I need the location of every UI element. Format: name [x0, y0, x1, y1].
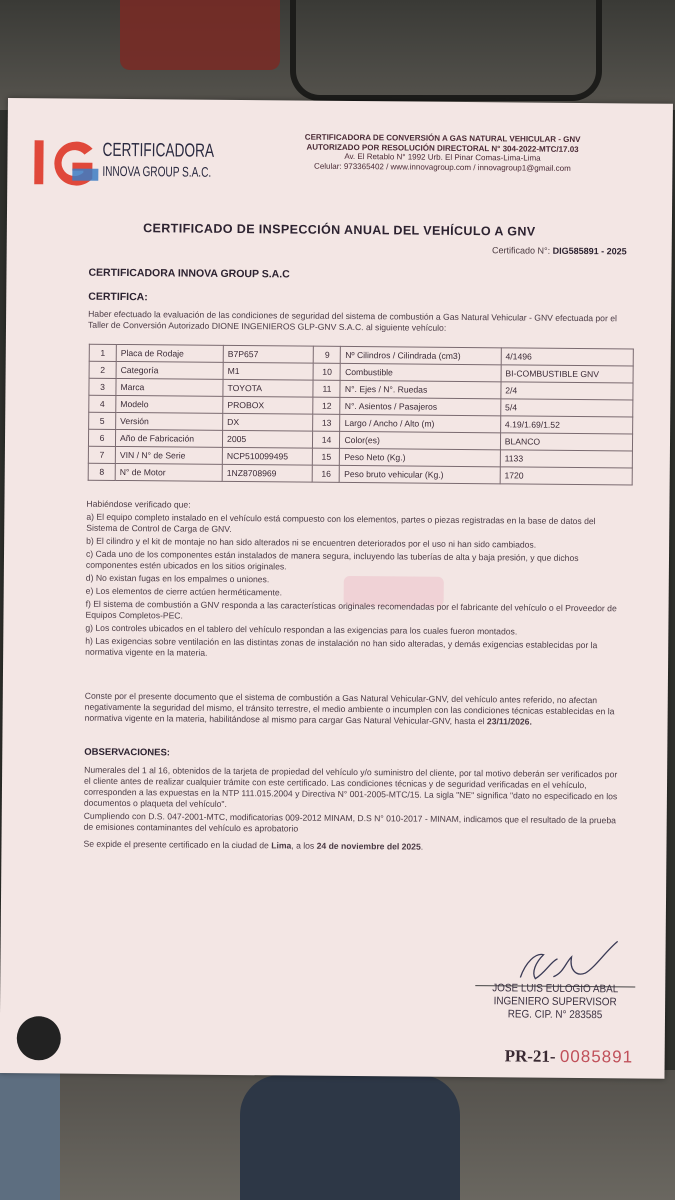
logo-brand-text: CERTIFICADORA	[102, 139, 215, 162]
verification-item: g) Los controles ubicados en el tablero del vehículo respondan a las exigencias para los cuales fueron montados.	[85, 622, 518, 637]
table-cell-v2: 4/1496	[501, 348, 633, 366]
header-line-2: AUTORIZADO POR RESOLUCIÓN DIRECTORAL N° 304-2022-MTC/17.03	[306, 142, 579, 154]
issue-date: 24 de noviembre del 2025	[316, 840, 421, 852]
table-cell-n1: 4	[89, 395, 116, 412]
table-cell-v2: BI-COMBUSTIBLE GNV	[501, 365, 633, 383]
table-cell-n2: 15	[313, 448, 340, 465]
table-cell-v2: BLANCO	[500, 433, 632, 451]
header-line-1: CERTIFICADORA DE CONVERSIÓN A GAS NATURAL VEHICULAR - GNV	[304, 132, 581, 144]
table-cell-l2: N°. Asientos / Pasajeros	[340, 397, 500, 415]
serial-number	[505, 1046, 634, 1067]
table-cell-v2: 4.19/1.69/1.52	[500, 416, 632, 434]
cert-number-label: Certificado N°:	[491, 245, 551, 256]
certificate-paper	[0, 98, 673, 1079]
table-cell-n1: 8	[88, 463, 115, 480]
background-dark-frame	[290, 0, 602, 101]
conste-paragraph	[85, 691, 625, 729]
table-cell-v1: 1NZ8708969	[222, 464, 313, 482]
table-cell-n1: 1	[89, 344, 116, 361]
table-cell-l1: Año de Fabricación	[115, 429, 222, 447]
verification-item: a) El equipo completo instalado en el vehículo está compuesto con los elementos, partes o piezas registradas en la base de datos del Sistema de Control de Carga de GNV.	[86, 511, 596, 534]
table-cell-l1: Placa de Rodaje	[116, 344, 223, 362]
certificate-number	[492, 245, 627, 256]
table-cell-v2: 2/4	[501, 382, 633, 400]
certifica-heading: CERTIFICA:	[88, 290, 148, 304]
table-cell-l1: Categoría	[116, 361, 223, 379]
background-red-object	[120, 0, 280, 70]
table-cell-n2: 12	[313, 397, 340, 414]
table-cell-n2: 11	[313, 380, 340, 397]
intro-paragraph: Haber efectuado la evaluación de las condiciones de seguridad del sistema de combustión a Gas Natural Vehicular - GNV efectuada por el Taller de Conversión Autorizado DIONE INGENIEROS GLP-GNV S.A.C. al siguiente vehículo:	[87, 308, 617, 333]
table-cell-l2: Combustible	[341, 363, 501, 381]
verified-intro: Habiéndose verificado que:	[86, 498, 191, 510]
table-cell-n1: 5	[89, 412, 116, 429]
table-cell-n2: 10	[314, 363, 341, 380]
table-cell-v1: M1	[223, 362, 314, 380]
punch-hole	[17, 1016, 61, 1060]
observaciones-heading: OBSERVACIONES:	[84, 746, 171, 759]
table-cell-v1: DX	[223, 413, 314, 431]
table-cell-l2: Nº Cilindros / Cilindrada (cm3)	[341, 346, 501, 364]
issue-statement: Se expide el presente certificado en la ciudad de Lima, a los 24 de noviembre del 2025.	[83, 838, 424, 852]
verification-item: h) Las exigencias sobre ventilación en las distintas zonas de instalación no han sido alteradas, y demás exigencias establecidas por la normativa vigente en la materia.	[85, 635, 598, 658]
verification-list	[85, 499, 626, 665]
table-cell-n2: 14	[313, 431, 340, 448]
serial-prefix: PR-21-	[504, 1046, 556, 1066]
table-cell-n1: 7	[88, 446, 115, 463]
signature-block	[478, 982, 631, 1022]
signer-role: INGENIERO SUPERVISOR	[493, 995, 617, 1009]
issue-mid: , a los	[291, 840, 315, 851]
header-line-3: Av. El Retablo N° 1992 Urb. El Pinar Comas-Lima-Lima	[344, 151, 541, 163]
background-jeans	[0, 1072, 60, 1200]
table-cell-l2: N°. Ejes / N°. Ruedas	[340, 380, 500, 398]
verification-item: f) El sistema de combustión a GNV responda a las características originales recomendadas por el fabricante del vehículo o el Proveedor de Equipos Completos-PEC.	[85, 598, 617, 621]
background-legs	[240, 1075, 460, 1200]
signer-reg: REG. CIP. N° 283585	[507, 1008, 603, 1022]
table-cell-n1: 2	[89, 361, 116, 378]
table-cell-v2: 1720	[500, 467, 632, 485]
table-cell-l2: Color(es)	[340, 431, 500, 449]
table-cell-l1: Versión	[116, 412, 223, 430]
serial-value: 0085891	[559, 1046, 634, 1067]
vehicle-data-table	[88, 344, 634, 486]
issue-pre: Se expide el presente certificado en la ciudad de	[83, 838, 269, 851]
company-logo	[32, 134, 233, 196]
table-cell-n1: 3	[89, 378, 116, 395]
table-cell-l1: Marca	[116, 378, 223, 396]
observation-1: Numerales del 1 al 16, obtenidos de la tarjeta de propiedad del vehículo y/o suministro del cliente, por tal motivo deberán ser verificados por el cliente antes de realizar cualquier trámite con este certificado. Las condiciones técnicas y de seguridad verificadas en el vehículo, corresponden a las expuestas en la NTP 111.015.2004 y Directiva N° 001-2005-MTC/15. La sigla "NE" significa "dato no especificado en los documentos o plaqueta del vehículo".	[83, 764, 618, 809]
table-cell-v2: 5/4	[501, 399, 633, 417]
document-title: CERTIFICADO DE INSPECCIÓN ANUAL DEL VEHÍCULO A GNV	[143, 221, 536, 239]
ig-logo-icon	[32, 134, 106, 191]
table-cell-l2: Largo / Ancho / Alto (m)	[340, 414, 500, 432]
table-cell-n2: 9	[314, 346, 341, 363]
table-cell-n1: 6	[88, 429, 115, 446]
signer-name: JOSE LUIS EULOGIO ABAL	[492, 982, 619, 996]
cert-number-value: DIG585891 - 2025	[552, 245, 627, 257]
verification-item: d) No existan fugas en los empalmes o uniones.	[85, 572, 270, 585]
issue-city: Lima	[271, 840, 292, 851]
table-cell-n2: 16	[313, 465, 340, 482]
table-cell-v1: PROBOX	[223, 396, 314, 414]
header-info	[292, 132, 592, 173]
company-name: CERTIFICADORA INNOVA GROUP S.A.C	[88, 266, 290, 281]
table-cell-l1: VIN / N° de Serie	[115, 446, 222, 464]
table-cell-v2: 1133	[500, 450, 632, 468]
observation-2: Cumpliendo con D.S. 047-2001-MTC, modificatorias 009-2012 MINAM, D.S N° 010-2017 - MINAM, indicamos que el resultado de la prueba de emisiones contaminantes del vehículo es aprobatorio	[83, 810, 616, 834]
table-cell-v1: TOYOTA	[223, 379, 314, 397]
table-cell-l2: Peso bruto vehicular (Kg.)	[340, 465, 500, 483]
conste-text: Conste por el presente documento que el sistema de combustión a Gas Natural Vehicular-GNV, del vehículo antes referido, no afectan negativamente la seguridad del mismo, el tránsito terrestre, el medio ambiente o incumplen con las condiciones técnicas establecidas en la normativa vigente en la materia, habilitándose al mismo para cargar Gas Natural Vehicular-GNV, hasta el	[84, 690, 615, 727]
table-cell-l1: N° de Motor	[115, 463, 222, 481]
table-row	[88, 463, 632, 485]
table-cell-l1: Modelo	[116, 395, 223, 413]
verification-item: e) Los elementos de cierre actúen herméticamente.	[85, 585, 283, 598]
verification-item: b) El cilindro y el kit de montaje no han sido alterados ni se encuentren deteriorados por el uso ni han sido cambiados.	[86, 535, 537, 550]
table-cell-l2: Peso Neto (Kg.)	[340, 448, 500, 466]
verification-item: c) Cada uno de los componentes están instalados de manera segura, incluyendo las tuberías de alta y baja presión, y que dichos componentes estén ubicados en los sitios originales.	[85, 548, 579, 572]
table-cell-n2: 13	[313, 414, 340, 431]
observaciones-body	[83, 765, 624, 857]
table-cell-v1: B7P657	[223, 345, 314, 363]
table-cell-v1: NCP510099495	[222, 447, 313, 465]
table-cell-v1: 2005	[222, 430, 313, 448]
header-line-4: Celular: 973365402 / www.innovagroup.com / innovagroup1@gmail.com	[314, 161, 571, 173]
logo-sub-text: INNOVA GROUP S.A.C.	[102, 162, 212, 180]
conste-date: 23/11/2026.	[486, 716, 532, 727]
